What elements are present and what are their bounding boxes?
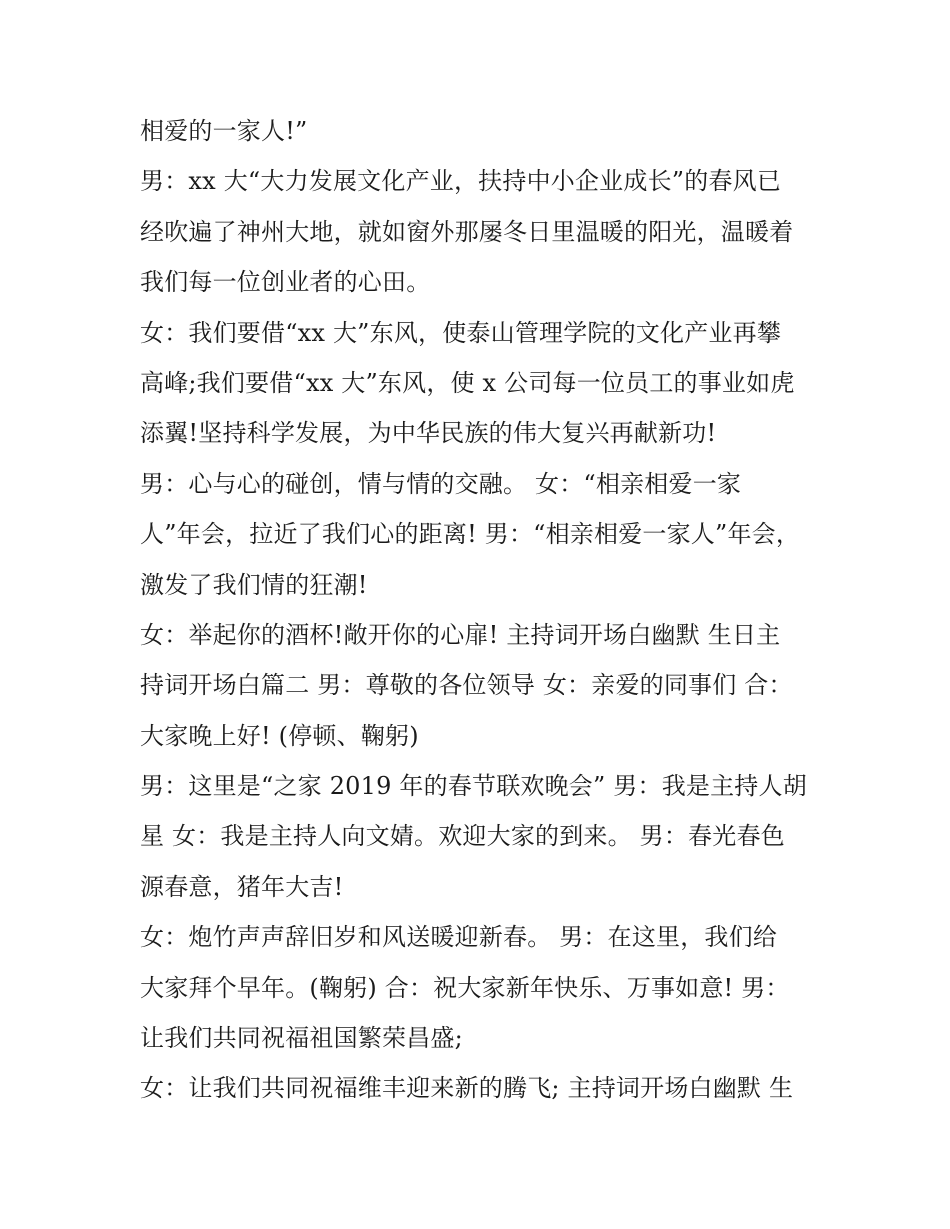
text-line: 男：xx 大“大力发展文化产业，扶持中小企业成长”的春风已 bbox=[140, 167, 782, 196]
text-line: 女：举起你的酒杯!敞开你的心扉! 主持词开场白幽默 生日主 bbox=[140, 620, 781, 649]
text-line: 添翼!坚持科学发展，为中华民族的伟大复兴再献新功! bbox=[140, 419, 717, 448]
text-line: 女：我们要借“xx 大”东风，使泰山管理学院的文化产业再攀 bbox=[140, 318, 782, 347]
document-body bbox=[140, 106, 830, 1114]
text-line: 持词开场白篇二 男：尊敬的各位领导 女：亲爱的同事们 合： bbox=[140, 671, 793, 700]
text-line: 让我们共同祝福祖国繁荣昌盛; bbox=[140, 1024, 463, 1053]
text-line: 星 女：我是主持人向文婧。欢迎大家的到来。 男：春光春色 bbox=[140, 822, 785, 851]
text-line: 相爱的一家人!” bbox=[140, 117, 308, 145]
text-line: 激发了我们情的狂潮! bbox=[140, 570, 368, 599]
text-line: 高峰;我们要借“xx 大”东风，使 x 公司每一位员工的事业如虎 bbox=[140, 368, 795, 397]
text-line: 大家晚上好! (停顿、鞠躬) bbox=[140, 721, 419, 750]
text-line: 经吹遍了神州大地，就如窗外那屡冬日里温暖的阳光，温暖着 bbox=[140, 217, 794, 246]
text-line: 源春意，猪年大吉! bbox=[140, 872, 344, 901]
text-line: 男：心与心的碰创，情与情的交融。 女：“相亲相爱一家 bbox=[140, 469, 742, 498]
text-line: 男：这里是“之家 2019 年的春节联欢晚会” 男：我是主持人胡 bbox=[140, 772, 807, 801]
text-line: 人”年会，拉近了我们心的距离! 男：“相亲相爱一家人”年会， bbox=[140, 520, 801, 549]
text-line: 女：让我们共同祝福维丰迎来新的腾飞; 主持词开场白幽默 生 bbox=[140, 1074, 794, 1103]
text-line: 女：炮竹声声辞旧岁和风送暖迎新春。 男：在这里，我们给 bbox=[140, 923, 778, 952]
text-line: 我们每一位创业者的心田。 bbox=[140, 268, 431, 297]
text-line: 大家拜个早年。(鞠躬) 合：祝大家新年快乐、万事如意! 男： bbox=[140, 973, 790, 1002]
